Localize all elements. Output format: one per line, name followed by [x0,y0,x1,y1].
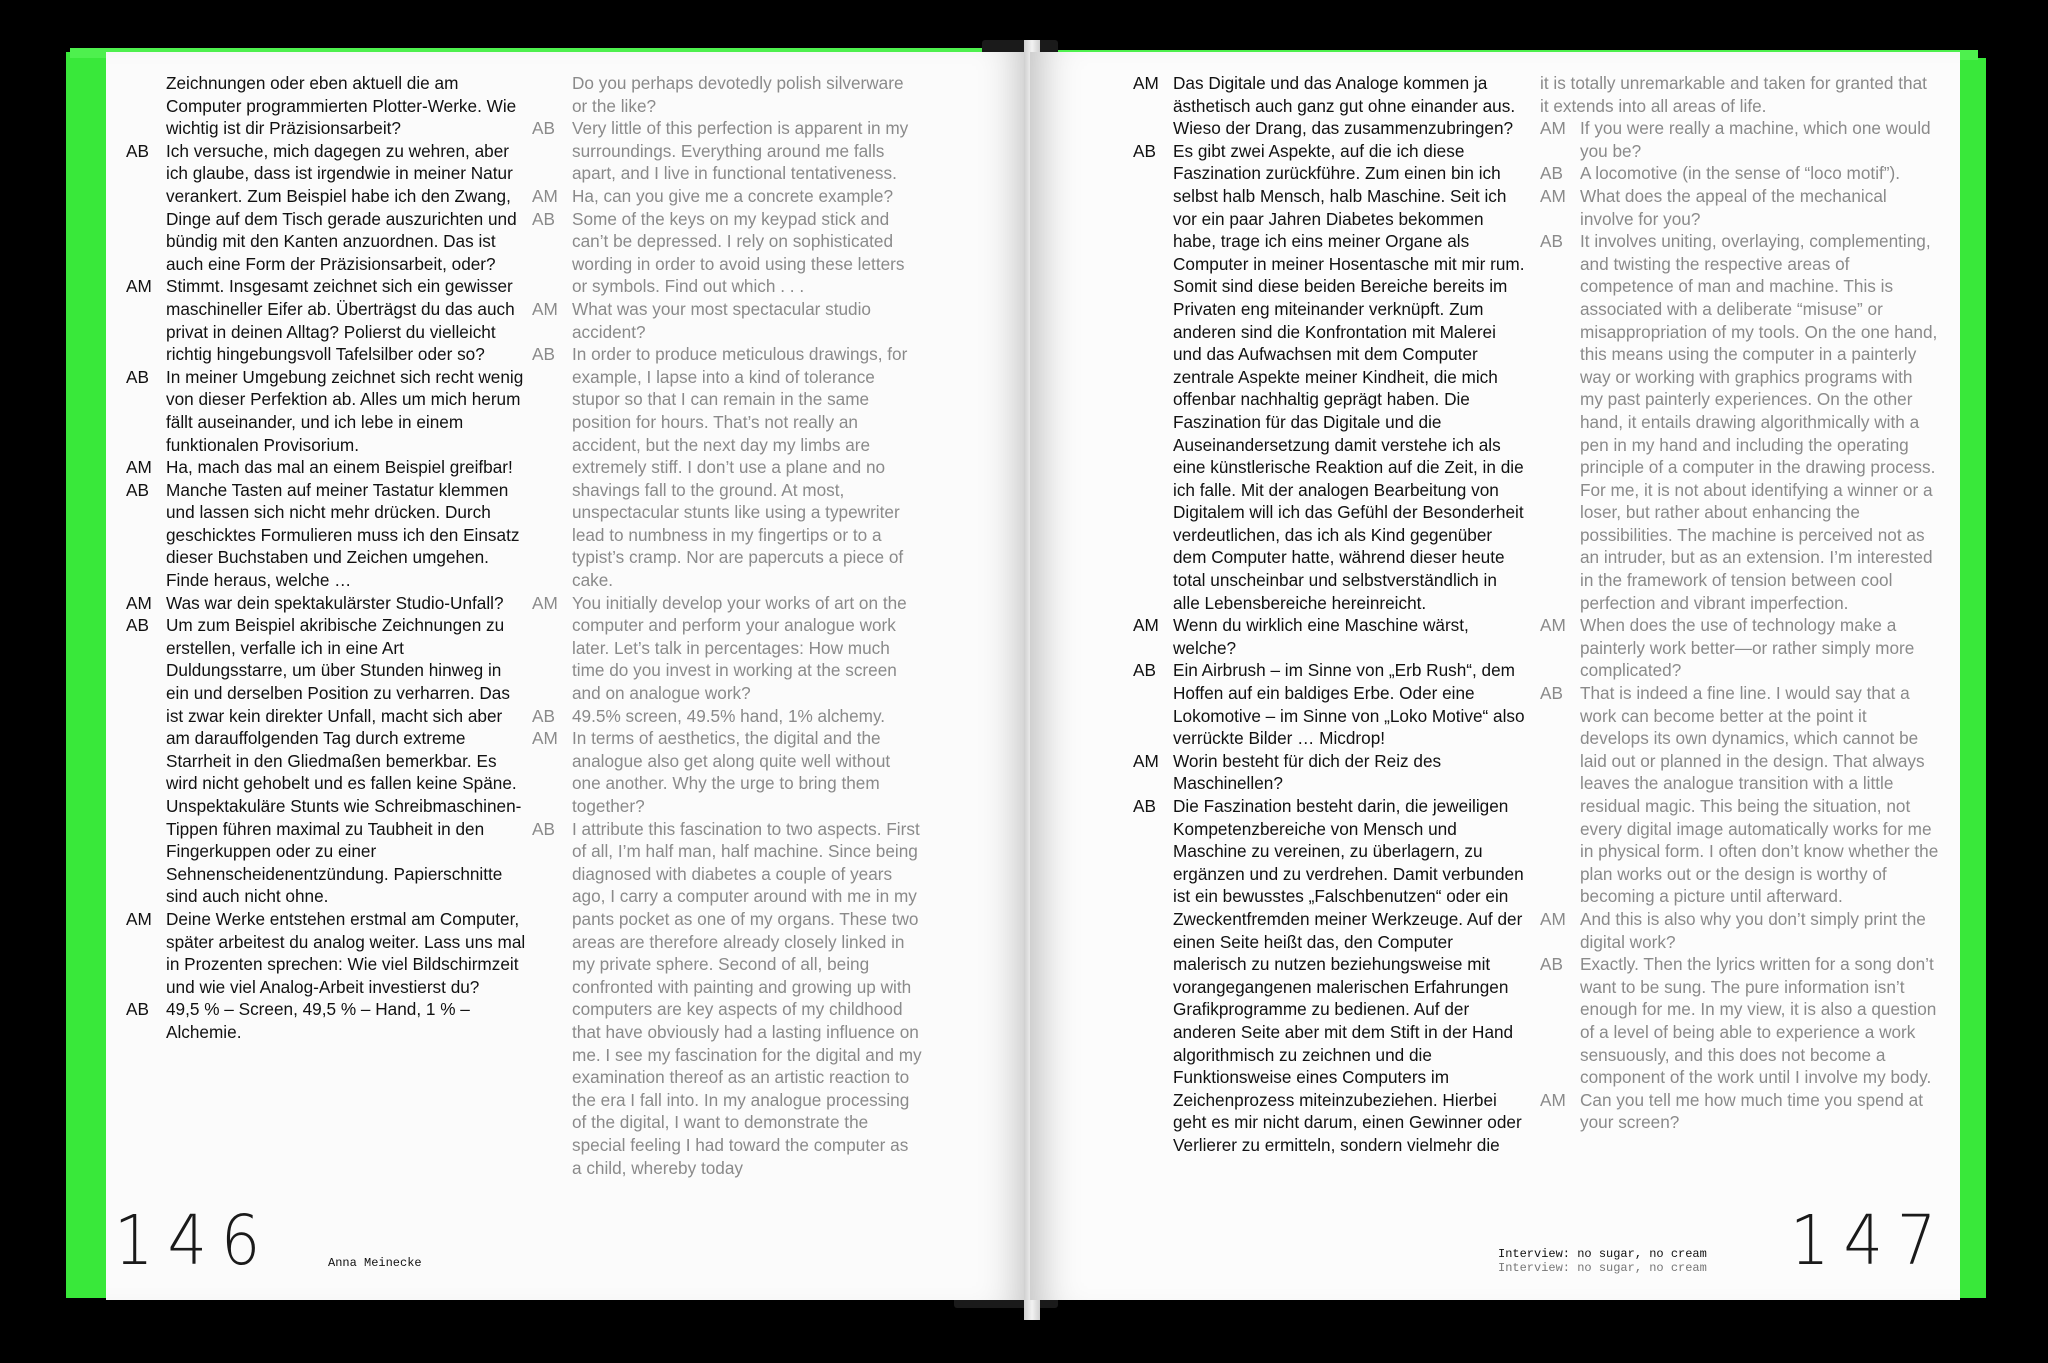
paragraph-text: Die Faszination besteht darin, die jeweiligen Kompetenzbereiche von Mensch und Maschine zu vereinen, zu überlagern, zu ergänzen und zu verdrehen. Damit verbunden ist ein bewusstes „Falschbenutzen“ oder ein Zweckentfremden meiner Werkzeuge. Auf der einen Seite heißt das, den Computer malerisch zu nutzen beziehungsweise mit vorangegangenen malerischen Erfahrungen Grafikprogramme zu bedienen. Auf der anderen Seite aber mit dem Stift in der Hand algorithmisch zu zeichnen und die Funktionsweise eines Computers im Zeichenprozess miteinzubeziehen. Hierbei geht es mir nicht darum, einen Gewinner oder Verlierer zu ermitteln, sondern vielmehr die [1173,796,1524,1155]
paragraph-text: Um zum Beispiel akribische Zeichnungen zu erstellen, verfalle ich in eine Art Duldungsstarre, um über Stunden hinweg in ein und derselben Position zu verharren. Das ist zwar kein direkter Unfall, macht sich aber am darauffolgenden Tag durch extreme Starrheit in den Gliedmaßen bemerkbar. Es wird nicht gehobelt und es fallen keine Späne. Unspektakuläre Stunts wie Schreibmaschinen-Tippen führen maximal zu Taubheit in den Fingerkuppen oder zu einer Sehnenscheidenentzündung. Papierschnitte sind auch nicht ohne. [166,615,522,907]
speaker-label: AM [1133,750,1159,771]
footer-title-german: Interview: no sugar, no cream [1498,1247,1707,1261]
paragraph-text: Ha, can you give me a concrete example? [572,185,894,206]
speaker-label: AB [1133,660,1156,681]
paragraph [532,727,922,817]
speaker-label: AM [126,908,152,929]
paragraph-text: That is indeed a fine line. I would say that a work can become better at the point it develops its own dynamics, which cannot be laid out or planned in the design. That always leaves the analogue transition with a little residual magic. This being the situation, not every digital image automatically works for me in physical form. I often don’t know whether the plan works out or the design is worthy of becoming a picture until afterward. [1580,683,1939,907]
book-edge-left [66,52,110,1298]
paragraph-text: In meiner Umgebung zeichnet sich recht wenig von dieser Perfektion ab. Alles um mich herum fällt auseinander, und ich lebe in einem funktionalen Provisorium. [166,366,524,455]
left-page [106,52,1030,1300]
paragraph-text: Stimmt. Insgesamt zeichnet sich ein gewisser maschineller Eifer ab. Überträgst du das auch privat in deinen Alltag? Polierst du vielleicht richtig hingebungsvoll Tafelsilber oder so? [166,276,515,365]
paragraph [1540,185,1940,230]
speaker-label: AB [1133,796,1156,816]
paragraph-text: Das Digitale und das Analoge kommen ja ästhetisch auch ganz gut ohne einander aus. Wieso der Drang, das zusammenzubringen? [1173,73,1516,139]
paragraph-text: And this is also why you don’t simply print the digital work? [1580,908,1926,952]
speaker-label: AB [126,479,149,500]
paragraph-text: It involves uniting, overlaying, complementing, and twisting the respective areas of competence of man and machine. This is associated with a deliberate “misuse” or misappropriation of my tools. On the one hand, this means using the computer in a painterly way or working with graphics programs with my past painterly experiences. On the other hand, it entails drawing algorithmically with a pen in my hand and including the operating principle of a computer in the drawing process. For me, it is not about identifying a winner or a loser, but rather about enhancing the possibilities. The machine is perceived not as an intruder, but as an extension. I’m interested in the framework of tension between cool perfection and vibrant imperfection. [1580,231,1938,613]
paragraph [126,614,526,908]
paragraph-text: What does the appeal of the mechanical involve for you? [1580,185,1887,229]
paragraph-text: In terms of aesthetics, the digital and the analogue also get along quite well without one another. Why the urge to bring them together? [572,728,891,816]
speaker-label: AM [1540,615,1566,636]
speaker-label: AB [532,208,555,229]
paragraph [532,208,922,298]
paragraph-text: In order to produce meticulous drawings, for example, I lapse into a kind of tolerance stupor so that I can remain in the same position for hours. That’s not really an accident, but the next day my limbs are extremely stiff. I don’t use a plane and no shavings fall to the ground. At most, unspectacular stunts like using a typewriter lead to numbness in my fingertips or to a typist’s cramp. Nor are papercuts a piece of cake. [572,344,908,591]
paragraph [1133,750,1527,795]
speaker-label: AM [1540,185,1566,206]
paragraph [126,998,526,1043]
paragraph-text: Ha, mach das mal an einem Beispiel greifbar! [166,457,513,478]
speaker-label: AB [126,140,149,161]
speaker-label: AB [1133,140,1156,161]
footer-author: Anna Meinecke [328,1256,422,1270]
paragraph [126,592,526,615]
paragraph [1540,953,1940,1089]
speaker-label: AM [1540,908,1566,929]
paragraph-text: 49,5 % – Screen, 49,5 % – Hand, 1 % – Alchemie. [166,999,470,1042]
speaker-label: AM [532,185,558,206]
paragraph [1133,140,1527,614]
speaker-label: AB [126,615,149,636]
paragraph-text: Ein Airbrush – im Sinne von „Erb Rush“, dem Hoffen auf ein baldiges Erbe. Oder eine Lokomotive – im Sinne von „Loko Motive“ also verrückte Bilder … Micdrop! [1173,660,1525,749]
paragraph [532,705,922,728]
speaker-label: AM [1133,615,1159,636]
paragraph [126,456,526,479]
paragraph [1133,795,1527,1157]
speaker-label: AB [1540,231,1563,252]
speaker-label: AB [1540,954,1563,975]
paragraph [1540,1089,1940,1134]
paragraph [1133,659,1527,749]
right-page [1030,52,1960,1300]
paragraph-text: it is totally unremarkable and taken for granted that it extends into all areas of life. [1540,73,1927,116]
speaker-label: AB [532,118,555,139]
paragraph-text: Very little of this perfection is apparent in my surroundings. Everything around me falls apart, and I live in functional tentativeness. [572,118,909,184]
paragraph [1540,72,1940,117]
paragraph [126,140,526,276]
speaker-label: AM [126,276,152,297]
speaker-label: AM [1540,1089,1566,1110]
paragraph-text: Wenn du wirklich eine Maschine wärst, welche? [1173,615,1469,658]
paragraph [1540,117,1940,162]
paragraph [532,72,922,117]
paragraph [1540,908,1940,953]
right-german-column [1133,72,1527,1157]
speaker-label: AM [1540,118,1566,139]
paragraph-text: Manche Tasten auf meiner Tastatur klemmen und lassen sich nicht mehr drücken. Durch geschicktes Formulieren muss ich den Einsatz dieser Buchstaben und Zeichen umgehen. Finde heraus, welche … [166,479,520,591]
speaker-label: AB [126,366,149,387]
paragraph-text: Some of the keys on my keypad stick and can’t be depressed. I rely on sophisticated wording in order to avoid using these letters or symbols. Find out which . . . [572,208,905,297]
speaker-label: AM [1133,73,1159,93]
paragraph [126,908,526,998]
paragraph [532,343,922,592]
paragraph-text: Worin besteht für dich der Reiz des Maschinellen? [1173,750,1442,794]
paragraph-text: Do you perhaps devotedly polish silverware or the like? [572,73,904,116]
left-german-column [126,72,526,1044]
paragraph [532,592,922,705]
paragraph-text: Was war dein spektakulärster Studio-Unfall? [166,592,504,613]
paragraph-text: Exactly. Then the lyrics written for a song don’t want to be sung. The pure information isn’t enough for me. In my view, it is also a question of a level of being able to experience a work sensuously, and this does not become a component of the work until I involve my body. [1580,954,1937,1088]
paragraph [126,366,526,456]
paragraph-text: A locomotive (in the sense of “loco motif”). [1580,163,1901,184]
speaker-label: AB [1540,683,1563,704]
paragraph [532,818,922,1180]
speaker-label: AM [126,457,152,478]
paragraph-text: Es gibt zwei Aspekte, auf die ich diese Faszination zurückführe. Zum einen bin ich selbst halb Mensch, halb Maschine. Seit ich vor ein paar Jahren Diabetes bekommen habe, trage ich eins meiner Organe als Computer in meiner Hosentasche mit mir rum. Somit sind diese beiden Bereiche bereits im Privaten eng miteinander verknüpft. Zum anderen sind die Konfrontation mit Malerei und das Aufwachsen mit dem Computer zentrale Aspekte meiner Kindheit, die mich offenbar nachhaltig geprägt haben. Die Faszination für das Digitale und die Auseinandersetzung damit verstehe ich als eine künstlerische Reaktion auf die Zeit, in die ich falle. Mit der analogen Bearbeitung von Digitalem will ich das Gefühl der Besonderheit verdeutlichen, das ich als Kind gegenüber dem Computer hatte, während dieser heute total unscheinbar und selbstverständlich in alle Lebensbereiche hereinreicht. [1173,140,1525,613]
speaker-label: AB [126,999,149,1020]
paragraph-text: Ich versuche, mich dagegen zu wehren, aber ich glaube, dass ist irgendwie in meiner Natur verankert. Zum Beispiel habe ich den Zwang, Dinge auf dem Tisch gerade auszurichten und bündig mit den Kanten anzuordnen. Das ist auch eine Form der Präzisionsarbeit, oder? [166,140,517,274]
right-english-column [1540,72,1940,1134]
paragraph-text: Can you tell me how much time you spend at your screen? [1580,1089,1923,1133]
paragraph-text: Zeichnungen oder eben aktuell die am Computer programmierten Plotter-Werke. Wie wichtig ist dir Präzisionsarbeit? [166,73,517,139]
paragraph [126,275,526,365]
page-number-right: 147 [1790,1200,1951,1281]
speaker-label: AB [532,705,555,726]
left-english-column [532,72,922,1179]
paragraph [1133,72,1527,140]
speaker-label: AM [532,298,558,319]
footer-title-english: Interview: no sugar, no cream [1498,1261,1707,1275]
speaker-label: AB [532,818,555,839]
paragraph-text: What was your most spectacular studio accident? [572,298,871,342]
paragraph [532,298,922,343]
speaker-label: AB [532,344,555,365]
paragraph-text: If you were really a machine, which one would you be? [1580,118,1931,161]
paragraph [1540,162,1940,185]
book-edge-right [1956,58,1986,1298]
paragraph [126,72,526,140]
paragraph-text: When does the use of technology make a painterly work better—or rather simply more complicated? [1580,615,1915,681]
paragraph [1133,614,1527,659]
paragraph [1540,614,1940,682]
paragraph-text: 49.5% screen, 49.5% hand, 1% alchemy. [572,705,886,726]
speaker-label: AB [1540,163,1563,184]
speaker-label: AM [126,592,152,613]
paragraph-text: Deine Werke entstehen erstmal am Computer, später arbeitest du analog weiter. Lass uns mal in Prozenten sprechen: Wie viel Bildschirmzeit und wie viel Analog-Arbeit investierst du? [166,908,526,997]
speaker-label: AM [532,592,558,613]
paragraph-text: You initially develop your works of art on the computer and perform your analogue work later. Let’s talk in percentages: How much time do you invest in working at the screen and on analogue work? [572,592,907,704]
page-number-left: 146 [114,1200,275,1281]
paragraph [1540,230,1940,614]
paragraph [532,117,922,185]
speaker-label: AM [532,728,558,749]
paragraph [532,185,922,208]
paragraph [1540,682,1940,908]
paragraph-text: I attribute this fascination to two aspects. First of all, I’m half man, half machine. Since being diagnosed with diabetes a couple of years ago, I carry a computer around with me in my pants pocket as one of my organs. These two areas are therefore already closely linked in my private sphere. Second of all, being confronted with painting and growing up with computers are key aspects of my childhood that have obviously had a lasting influence on me. I see my fascination for the digital and my examination thereof as an artistic reaction to the era I fall into. In my analogue processing of the digital, I want to demonstrate the special feeling I had toward the computer as a child, whereby today [572,818,922,1178]
paragraph [126,479,526,592]
